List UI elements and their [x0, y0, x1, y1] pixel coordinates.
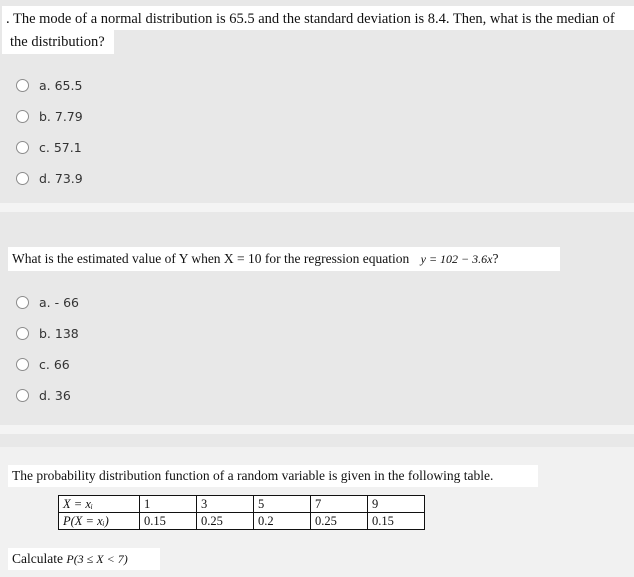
- table-row: [59, 513, 425, 530]
- option-label: c. 57.1: [39, 140, 82, 155]
- radio-icon[interactable]: [16, 327, 29, 340]
- question-2-text-main: What is the estimated value of Y when X = 10 for the regression equation: [12, 251, 410, 266]
- probability-expression: P(3 ≤ X < 7): [66, 552, 128, 566]
- calculate-prompt: [8, 548, 160, 570]
- q1-option-c[interactable]: [16, 132, 83, 163]
- q2-option-b[interactable]: [16, 318, 79, 349]
- q1-option-b[interactable]: [16, 101, 83, 132]
- question-mark: ?: [492, 251, 499, 266]
- table-cell: 9: [368, 496, 425, 513]
- question-2-text: [8, 247, 560, 271]
- option-label: b. 7.79: [39, 109, 83, 124]
- radio-icon[interactable]: [16, 79, 29, 92]
- option-label: b. 138: [39, 326, 79, 341]
- table-cell: 1: [140, 496, 197, 513]
- calculate-label: Calculate: [12, 551, 63, 566]
- question-3: [0, 447, 634, 577]
- option-label: c. 66: [39, 357, 70, 372]
- q1-option-d[interactable]: [16, 163, 83, 194]
- radio-icon[interactable]: [16, 358, 29, 371]
- table-cell: 3: [197, 496, 254, 513]
- probability-table: [58, 495, 425, 530]
- q1-option-a[interactable]: [16, 70, 83, 101]
- table-cell: 0.2: [254, 513, 311, 530]
- separator: [0, 425, 634, 434]
- table-cell: 5: [254, 496, 311, 513]
- radio-icon[interactable]: [16, 389, 29, 402]
- table-header-cell: X = xᵢ: [59, 496, 140, 513]
- option-label: d. 36: [39, 388, 71, 403]
- regression-equation: y = 102 − 3.6x: [420, 252, 493, 266]
- question-3-text: The probability distribution function of a random variable is given in the following table.: [8, 465, 538, 487]
- question-1-text-line1: . The mode of a normal distribution is 65.5 and the standard deviation is 8.4. Then, what is the median of: [2, 6, 634, 30]
- table-cell: 0.15: [368, 513, 425, 530]
- radio-icon[interactable]: [16, 110, 29, 123]
- table-row: [59, 496, 425, 513]
- option-label: d. 73.9: [39, 171, 83, 186]
- radio-icon[interactable]: [16, 296, 29, 309]
- q2-option-c[interactable]: [16, 349, 79, 380]
- table-cell: 0.25: [311, 513, 368, 530]
- question-1-text-line2: the distribution?: [2, 30, 114, 54]
- q2-option-d[interactable]: [16, 380, 79, 411]
- table-cell: 7: [311, 496, 368, 513]
- radio-icon[interactable]: [16, 141, 29, 154]
- question-1-options: [16, 70, 83, 194]
- option-label: a. - 66: [39, 295, 79, 310]
- q2-option-a[interactable]: [16, 287, 79, 318]
- question-2-options: [16, 287, 79, 411]
- separator: [0, 203, 634, 212]
- table-header-cell: P(X = xᵢ): [59, 513, 140, 530]
- table-cell: 0.15: [140, 513, 197, 530]
- table-cell: 0.25: [197, 513, 254, 530]
- option-label: a. 65.5: [39, 78, 83, 93]
- radio-icon[interactable]: [16, 172, 29, 185]
